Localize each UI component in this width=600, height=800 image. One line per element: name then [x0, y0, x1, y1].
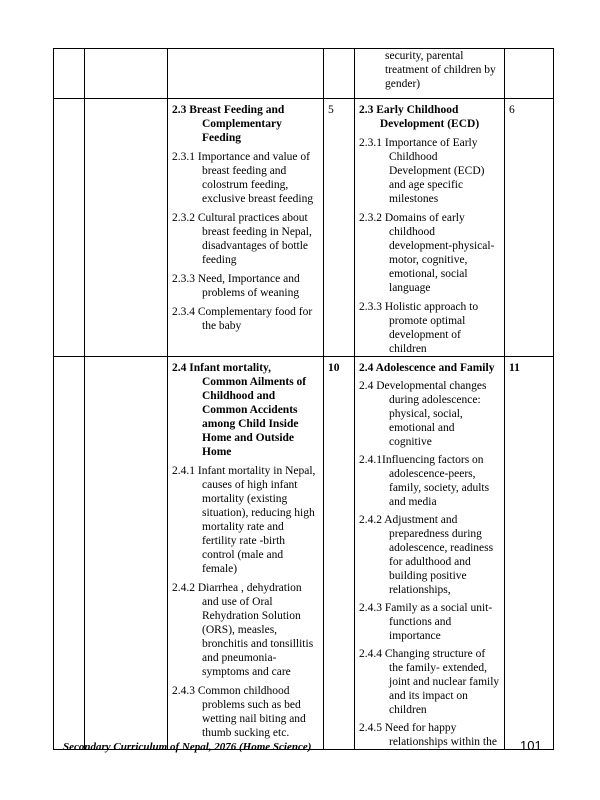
- list-item: 2.4 Developmental changes during adolescence: physical, social, emotional and cognitive: [359, 380, 487, 448]
- table-cell: [54, 357, 85, 750]
- page-number: 101: [520, 738, 542, 753]
- hours-cell: 6: [505, 99, 554, 357]
- topic-heading-line1: 2.4 Infant mortality,: [172, 362, 272, 374]
- table-cell: [505, 49, 554, 99]
- list-item: 2.4.2 Adjustment and preparedness during adolescence, readiness for adulthood and building positive relationships,: [359, 514, 494, 596]
- table-cell: [85, 357, 168, 750]
- list-item: 2.4.2 Diarrhea , dehydration and use of Oral Rehydration Solution (ORS), measles, bronchitis and tonsillitis and pneumonia-symptoms and care: [172, 582, 314, 678]
- topic-heading: [172, 361, 319, 459]
- continued-text: security, parental treatment of children by gender): [385, 50, 496, 90]
- list-item: 2.4.1Influencing factors on adolescence-peers, family, society, adults and media: [359, 454, 490, 508]
- list-item: 2.3.3 Need, Importance and problems of weaning: [172, 273, 300, 299]
- hours-cell: 10: [324, 357, 355, 750]
- list-item: 2.3.1 Importance of Early Childhood Development (ECD) and age specific milestones: [359, 137, 485, 205]
- table-cell: [355, 99, 505, 357]
- list-item: 2.4.4 Changing structure of the family- extended, joint and nuclear family and its impact on children: [359, 648, 500, 716]
- list-item: 2.4.5 Need for happy relationships within the: [359, 722, 497, 748]
- table-cell: [168, 49, 324, 99]
- table-cell: [168, 99, 324, 357]
- table-cell: [85, 99, 168, 357]
- hours-cell: 11: [505, 357, 554, 750]
- table-cell: [168, 357, 324, 750]
- table-cell: [355, 357, 505, 750]
- list-item: 2.3.2 Cultural practices about breast feeding in Nepal, disadvantages of bottle feeding: [172, 212, 312, 266]
- hours-cell: 5: [324, 99, 355, 357]
- list-item: 2.3.2 Domains of early childhood development-physical-motor, cognitive, emotional, social language: [359, 212, 495, 294]
- table-cell: [54, 49, 85, 99]
- topic-heading-line1: 2.3 Breast Feeding and: [172, 104, 285, 116]
- table-cell: [85, 49, 168, 99]
- list-item: 2.3.3 Holistic approach to promote optimal development of children: [359, 301, 479, 355]
- topic-heading-line1: 2.3 Early Childhood: [359, 104, 459, 116]
- topic-heading: [172, 103, 319, 145]
- curriculum-table: [53, 48, 554, 750]
- table-cell: [355, 49, 505, 99]
- topic-heading-rest: Common Ailments of Childhood and Common Accidents among Child Inside Home and Outside Home: [202, 376, 307, 458]
- topic-heading: 2.4 Adolescence and Family: [359, 362, 495, 374]
- topic-heading: [359, 103, 500, 131]
- table-cell: [54, 99, 85, 357]
- list-item: 2.3.4 Complementary food for the baby: [172, 306, 313, 332]
- topic-heading-rest: Development (ECD): [379, 118, 480, 130]
- topic-heading-rest: Complementary Feeding: [202, 118, 282, 144]
- table-row: [54, 49, 554, 99]
- list-item: 2.4.1 Infant mortality in Nepal, causes of high infant mortality (existing situation), reducing high mortality rate and fertility rate -birth control (male and female): [172, 465, 316, 575]
- table-cell: [324, 49, 355, 99]
- table-row: [54, 99, 554, 357]
- list-item: 2.3.1 Importance and value of breast feeding and colostrum feeding, exclusive breast feeding: [172, 151, 314, 205]
- table-row: [54, 357, 554, 750]
- list-item: 2.4.3 Family as a social unit-functions and importance: [359, 602, 493, 642]
- list-item: 2.4.3 Common childhood problems such as bed wetting nail biting and thumb sucking etc.: [172, 685, 306, 739]
- footer-title: Secondary Curriculum of Nepal, 2076 (Home Science): [63, 741, 312, 753]
